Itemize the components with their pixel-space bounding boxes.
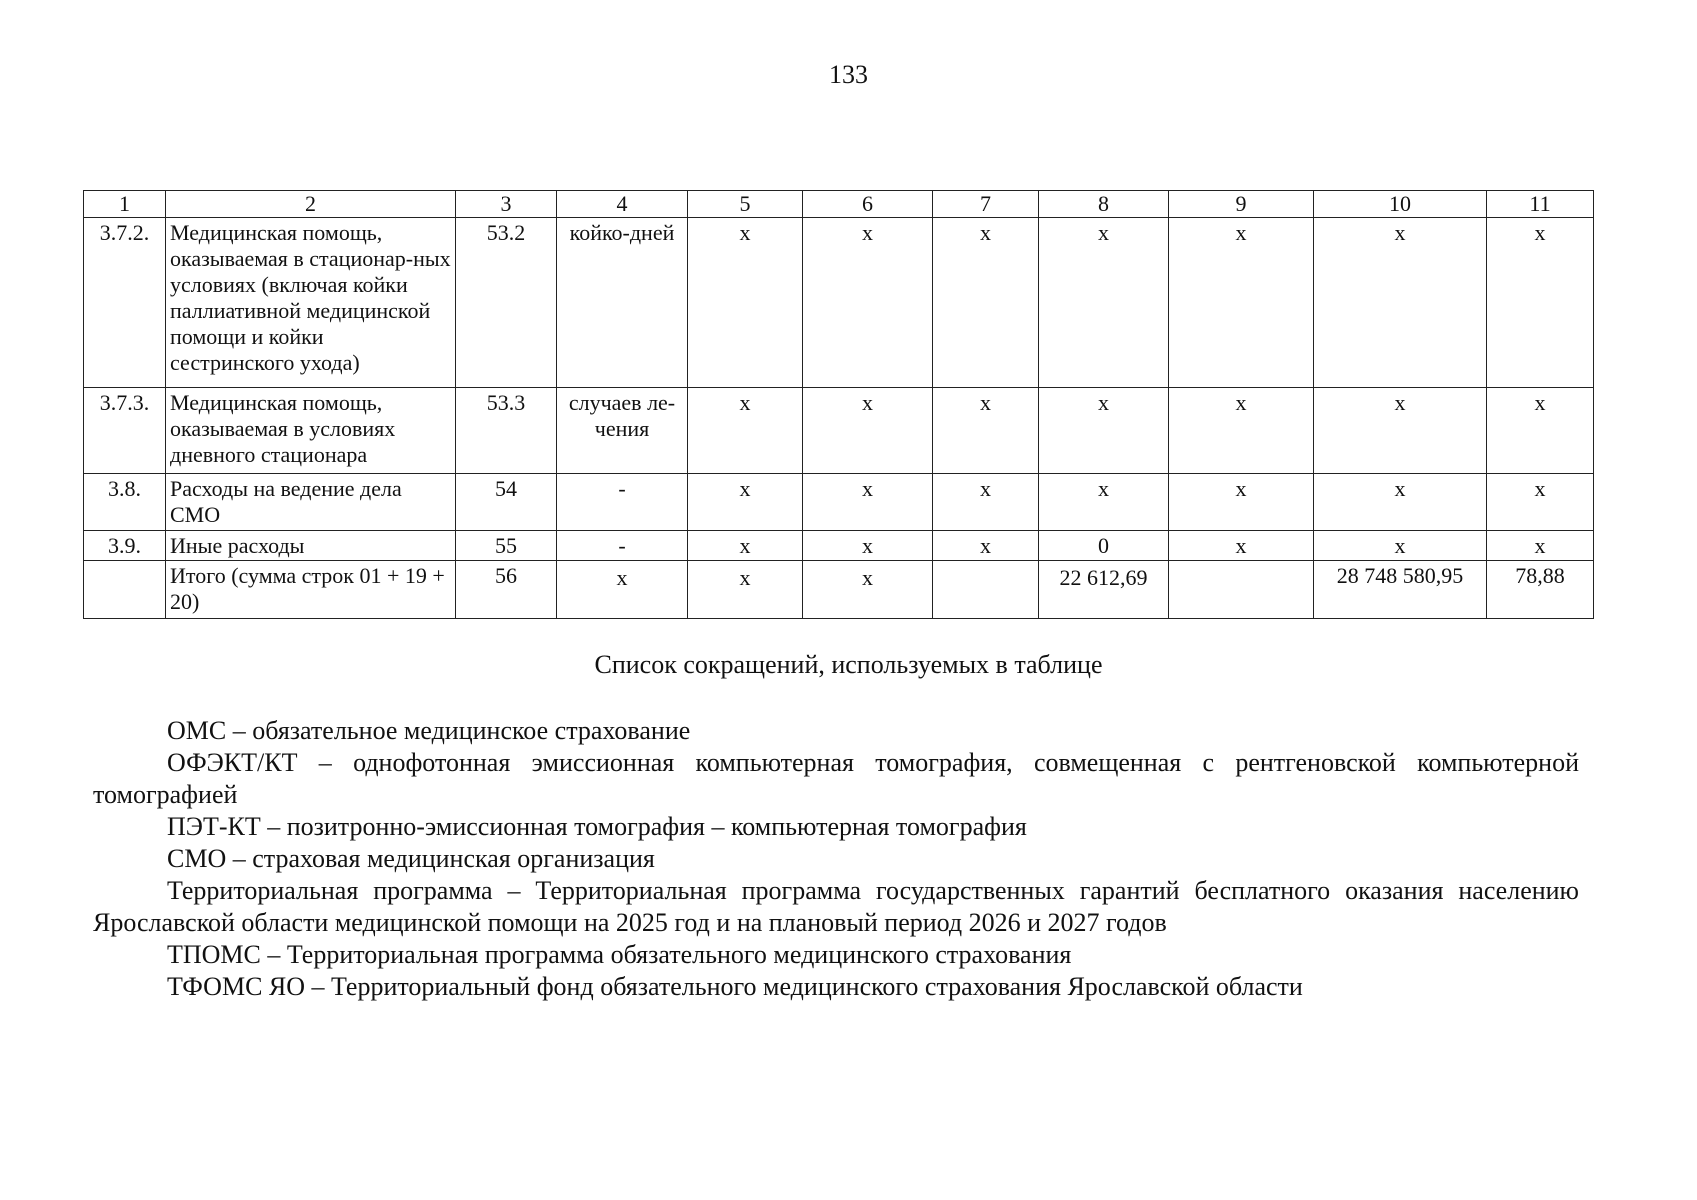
- value-cell: х: [1169, 474, 1314, 531]
- table-row-total: [84, 560, 1594, 618]
- table-row: [84, 531, 1594, 561]
- row-code-cell: 56: [456, 560, 557, 618]
- page-number: 133: [829, 60, 868, 89]
- abbreviation-item: ОФЭКТ/КТ – однофотонная эмиссионная компьютерная томография, совмещенная с рентгеновской компьютерной томографией: [93, 748, 1579, 809]
- row-name-cell: Медицинская помощь, оказываемая в стационар-ных условиях (включая койки паллиативной медицинской помощи и койки сестринского ухода): [166, 218, 456, 388]
- value-cell: х: [1039, 388, 1169, 474]
- row-number-cell: 3.7.3.: [84, 388, 166, 474]
- table-row: [84, 218, 1594, 388]
- row-code-cell: 53.2: [456, 218, 557, 388]
- table-row: [84, 388, 1594, 474]
- abbreviation-item: ТФОМС ЯО – Территориальный фонд обязательного медицинского страхования Ярославской области: [167, 972, 1303, 1001]
- value-cell: х: [1039, 474, 1169, 531]
- value-cell: х: [1314, 388, 1487, 474]
- value-cell: х: [688, 218, 803, 388]
- value-cell: [1169, 560, 1314, 618]
- value-cell: х: [1169, 218, 1314, 388]
- value-cell: х: [933, 218, 1039, 388]
- row-name-cell: Итого (сумма строк 01 + 19 + 20): [166, 560, 456, 618]
- value-cell: [933, 560, 1039, 618]
- column-header: 9: [1169, 191, 1314, 218]
- abbreviation-item: ОМС – обязательное медицинское страхование: [167, 716, 691, 745]
- value-cell: х: [933, 474, 1039, 531]
- column-header: 10: [1314, 191, 1487, 218]
- value-cell: 22 612,69: [1039, 560, 1169, 618]
- row-code-cell: 55: [456, 531, 557, 561]
- value-cell: х: [1487, 218, 1594, 388]
- row-number-cell: [84, 560, 166, 618]
- value-cell: х: [803, 474, 933, 531]
- abbreviations-title: Список сокращений, используемых в таблице: [594, 650, 1103, 679]
- value-cell: 0: [1039, 531, 1169, 561]
- column-header: 5: [688, 191, 803, 218]
- value-cell: х: [803, 560, 933, 618]
- row-number-cell: 3.9.: [84, 531, 166, 561]
- value-cell: х: [688, 531, 803, 561]
- expenses-table: [83, 190, 1594, 619]
- row-name-cell: Медицинская помощь, оказываемая в условиях дневного стационара: [166, 388, 456, 474]
- value-cell: х: [1487, 531, 1594, 561]
- column-header: 8: [1039, 191, 1169, 218]
- row-code-cell: 53.3: [456, 388, 557, 474]
- value-cell: х: [1487, 388, 1594, 474]
- value-cell: х: [1314, 474, 1487, 531]
- abbreviation-item: ПЭТ-КТ – позитронно-эмиссионная томография – компьютерная томография: [167, 812, 1027, 841]
- value-cell: х: [803, 388, 933, 474]
- abbreviation-item: СМО – страховая медицинская организация: [167, 844, 655, 873]
- value-cell: х: [933, 531, 1039, 561]
- value-cell: х: [1169, 388, 1314, 474]
- value-cell: х: [803, 531, 933, 561]
- value-cell: х: [803, 218, 933, 388]
- value-cell: 28 748 580,95: [1314, 560, 1487, 618]
- value-cell: х: [1487, 474, 1594, 531]
- column-header: 2: [166, 191, 456, 218]
- row-unit-cell: случаев ле-чения: [557, 388, 688, 474]
- column-header: 11: [1487, 191, 1594, 218]
- row-number-cell: 3.8.: [84, 474, 166, 531]
- value-cell: 78,88: [1487, 560, 1594, 618]
- value-cell: х: [1314, 218, 1487, 388]
- value-cell: х: [933, 388, 1039, 474]
- value-cell: х: [1314, 531, 1487, 561]
- column-header: 1: [84, 191, 166, 218]
- value-cell: х: [1039, 218, 1169, 388]
- row-name-cell: Иные расходы: [166, 531, 456, 561]
- row-unit-cell: -: [557, 531, 688, 561]
- column-header: 7: [933, 191, 1039, 218]
- row-unit-cell: -: [557, 474, 688, 531]
- value-cell: х: [688, 474, 803, 531]
- column-header: 6: [803, 191, 933, 218]
- value-cell: х: [1169, 531, 1314, 561]
- row-unit-cell: х: [557, 560, 688, 618]
- abbreviations-list: [93, 715, 1579, 1003]
- row-number-cell: 3.7.2.: [84, 218, 166, 388]
- row-name-cell: Расходы на ведение дела СМО: [166, 474, 456, 531]
- value-cell: х: [688, 560, 803, 618]
- row-unit-cell: койко-дней: [557, 218, 688, 388]
- table-header-row: [84, 191, 1594, 218]
- abbreviation-item: ТПОМС – Территориальная программа обязательного медицинского страхования: [167, 940, 1072, 969]
- abbreviation-item: Территориальная программа – Территориальная программа государственных гарантий бесплатного оказания населению Ярославской области медицинской помощи на 2025 год и на плановый период 2026 и 2027 годов: [93, 876, 1579, 937]
- table-row: [84, 474, 1594, 531]
- value-cell: х: [688, 388, 803, 474]
- column-header: 4: [557, 191, 688, 218]
- row-code-cell: 54: [456, 474, 557, 531]
- column-header: 3: [456, 191, 557, 218]
